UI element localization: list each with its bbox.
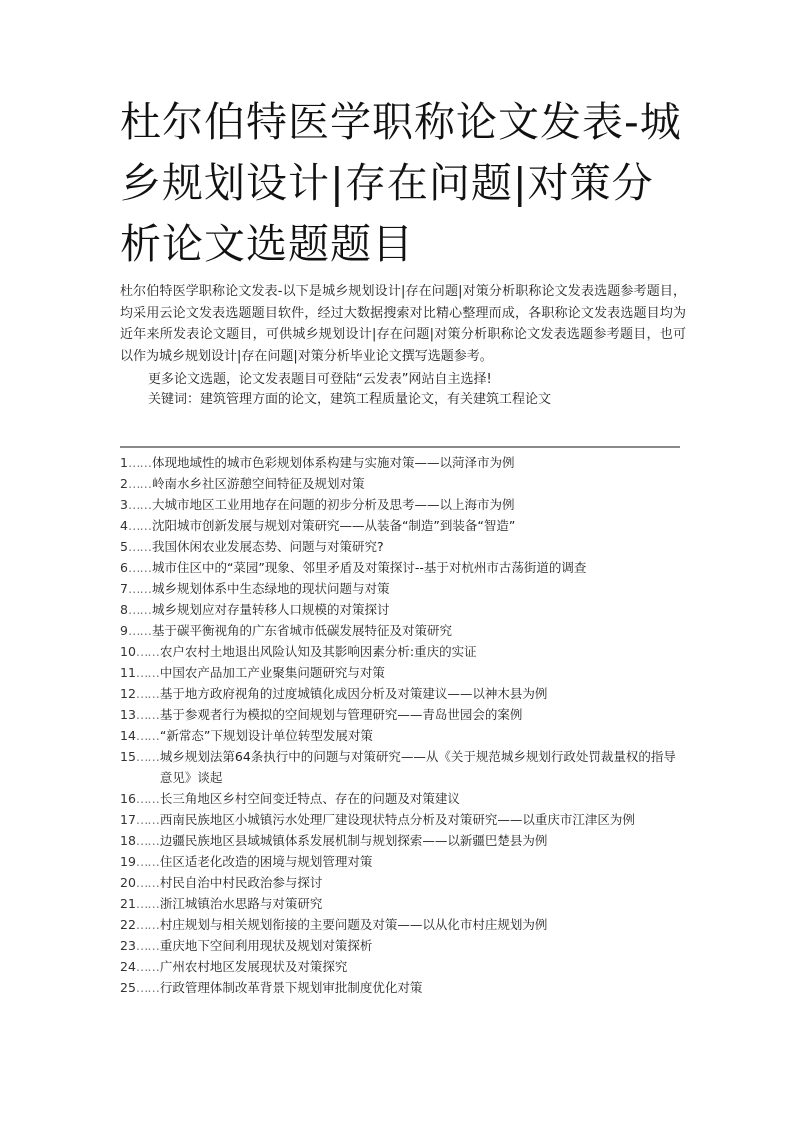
topic-item — [120, 935, 686, 956]
topic-leader-dots: …… — [127, 518, 151, 533]
topic-leader-dots: …… — [135, 833, 159, 848]
topic-item — [120, 830, 686, 851]
topic-item — [120, 788, 686, 809]
topic-title: 体现地域性的城市色彩规划体系构建与实施对策——以菏泽市为例 — [151, 455, 515, 470]
topic-leader-dots: …… — [135, 854, 159, 869]
topic-number: 19 — [120, 854, 136, 869]
topic-number: 10 — [120, 644, 136, 659]
topic-leader-dots: …… — [135, 728, 159, 743]
topic-leader-dots: …… — [127, 455, 151, 470]
topic-leader-dots: …… — [135, 686, 159, 701]
intro-paragraph: 杜尔伯特医学职称论文发表-以下是城乡规划设计|存在问题|对策分析职称论文发表选题参考题目，均采用云论文发表选题题目软件，经过大数据搜索对比精心整理而成，各职称论文发表选题目均为近年来所发表论文题目，可供城乡规划设计|存在问题|对策分析职称论文发表选题参考题目，也可以作为城乡规划设计|存在问题|对策分析毕业论文撰写选题参考。 — [120, 284, 686, 364]
topic-leader-dots: …… — [135, 959, 159, 974]
topic-leader-dots: …… — [127, 602, 151, 617]
topic-number: 2 — [120, 476, 128, 491]
topic-leader-dots: …… — [135, 707, 159, 722]
topic-leader-dots: …… — [135, 980, 159, 995]
topic-title: 基于碳平衡视角的广东省城市低碳发展特征及对策研究 — [151, 623, 452, 638]
topic-item — [120, 683, 686, 704]
topic-title: 我国休闲农业发展态势、问题与对策研究? — [151, 539, 384, 554]
topic-title: 边疆民族地区县域城镇体系发展机制与规划探索——以新疆巴楚县为例 — [159, 833, 548, 848]
topic-leader-dots: …… — [127, 623, 151, 638]
topic-title: 浙江城镇治水思路与对策研究 — [159, 896, 323, 911]
topic-leader-dots: …… — [135, 812, 159, 827]
topic-item — [120, 809, 686, 830]
topic-number: 11 — [120, 665, 136, 680]
topic-leader-dots: …… — [127, 539, 151, 554]
document-title: 杜尔伯特医学职称论文发表-城乡规划设计|存在问题|对策分析论文选题题目 — [120, 98, 682, 268]
topic-number: 23 — [120, 938, 136, 953]
topic-title: 基于地方政府视角的过度城镇化成因分析及对策建议——以神木县为例 — [159, 686, 548, 701]
topic-item — [120, 620, 686, 641]
topic-list — [120, 452, 686, 998]
topic-number: 4 — [120, 518, 128, 533]
topic-title: 城乡规划应对存量转移人口规模的对策探讨 — [151, 602, 390, 617]
topic-item — [120, 662, 686, 683]
topic-item — [120, 704, 686, 725]
topic-leader-dots: …… — [135, 791, 159, 806]
topic-item — [120, 494, 686, 515]
keywords-line: 关键词：建筑管理方面的论文，建筑工程质量论文，有关建筑工程论文 — [148, 392, 552, 407]
topic-number: 6 — [120, 560, 128, 575]
section-divider — [120, 446, 680, 448]
topic-leader-dots: …… — [135, 896, 159, 911]
topic-title: 城市住区中的“菜园”现象、邻里矛盾及对策探讨--基于对杭州市古荡街道的调查 — [151, 560, 587, 575]
topic-title: 岭南水乡社区游憩空间特征及规划对策 — [151, 476, 365, 491]
topic-title: 村庄规划与相关规划衔接的主要问题及对策——以从化市村庄规划为例 — [159, 917, 548, 932]
topic-title: 住区适老化改造的困境与规划管理对策 — [159, 854, 373, 869]
topic-number: 3 — [120, 497, 128, 512]
topic-title: 城乡规划法第64条执行中的问题与对策研究——从《关于规范城乡规划行政处罚裁量权的指导意见》谈起 — [159, 749, 676, 785]
topic-title: 基于参观者行为模拟的空间规划与管理研究——青岛世园会的案例 — [159, 707, 523, 722]
topic-number: 17 — [120, 812, 136, 827]
topic-number: 5 — [120, 539, 128, 554]
topic-item — [120, 578, 686, 599]
topic-number: 8 — [120, 602, 128, 617]
topic-leader-dots: …… — [135, 917, 159, 932]
topic-leader-dots: …… — [127, 581, 151, 596]
topic-title: 行政管理体制改革背景下规划审批制度优化对策 — [159, 980, 423, 995]
topic-item — [120, 515, 686, 536]
topic-number: 20 — [120, 875, 136, 890]
topic-title: 长三角地区乡村空间变迁特点、存在的问题及对策建议 — [159, 791, 460, 806]
topic-number: 12 — [120, 686, 136, 701]
topic-leader-dots: …… — [135, 644, 159, 659]
topic-number: 1 — [120, 455, 128, 470]
topic-leader-dots: …… — [135, 749, 159, 764]
topic-item — [120, 956, 686, 977]
topic-title: 农户农村土地退出风险认知及其影响因素分析:重庆的实证 — [159, 644, 477, 659]
topic-number: 9 — [120, 623, 128, 638]
topic-leader-dots: …… — [135, 875, 159, 890]
topic-item — [120, 557, 686, 578]
topic-number: 7 — [120, 581, 128, 596]
topic-leader-dots: …… — [127, 497, 151, 512]
topic-title: 重庆地下空间利用现状及规划对策探析 — [159, 938, 373, 953]
topic-item — [120, 473, 686, 494]
topic-number: 18 — [120, 833, 136, 848]
topic-number: 13 — [120, 707, 136, 722]
topic-title: “新常态”下规划设计单位转型发展对策 — [159, 728, 373, 743]
topic-title: 广州农村地区发展现状及对策探究 — [159, 959, 348, 974]
topic-title: 沈阳城市创新发展与规划对策研究——从装备“制造”到装备“智造” — [151, 518, 516, 533]
topic-item — [120, 725, 686, 746]
topic-number: 25 — [120, 980, 136, 995]
topic-title: 村民自治中村民政治参与探讨 — [159, 875, 323, 890]
topic-item — [120, 851, 686, 872]
more-topics-note: 更多论文选题，论文发表题目可登陆“云发表”网站自主选择! — [148, 372, 492, 387]
topic-item — [120, 977, 686, 998]
topic-item — [120, 914, 686, 935]
topic-title: 城乡规划体系中生态绿地的现状问题与对策 — [151, 581, 390, 596]
topic-leader-dots: …… — [135, 665, 159, 680]
topic-title: 中国农产品加工产业聚集问题研究与对策 — [159, 665, 385, 680]
topic-leader-dots: …… — [127, 476, 151, 491]
topic-number: 21 — [120, 896, 136, 911]
topic-item — [120, 599, 686, 620]
topic-title: 西南民族地区小城镇污水处理厂建设现状特点分析及对策研究——以重庆市江津区为例 — [159, 812, 635, 827]
topic-item — [120, 641, 686, 662]
topic-number: 22 — [120, 917, 136, 932]
topic-number: 14 — [120, 728, 136, 743]
topic-item — [120, 536, 686, 557]
topic-item — [120, 746, 686, 788]
topic-title: 大城市地区工业用地存在问题的初步分析及思考——以上海市为例 — [151, 497, 515, 512]
topic-item — [120, 893, 686, 914]
topic-number: 24 — [120, 959, 136, 974]
topic-leader-dots: …… — [135, 938, 159, 953]
topic-number: 16 — [120, 791, 136, 806]
topic-number: 15 — [120, 749, 136, 764]
topic-item — [120, 452, 686, 473]
topic-item — [120, 872, 686, 893]
topic-leader-dots: …… — [127, 560, 151, 575]
